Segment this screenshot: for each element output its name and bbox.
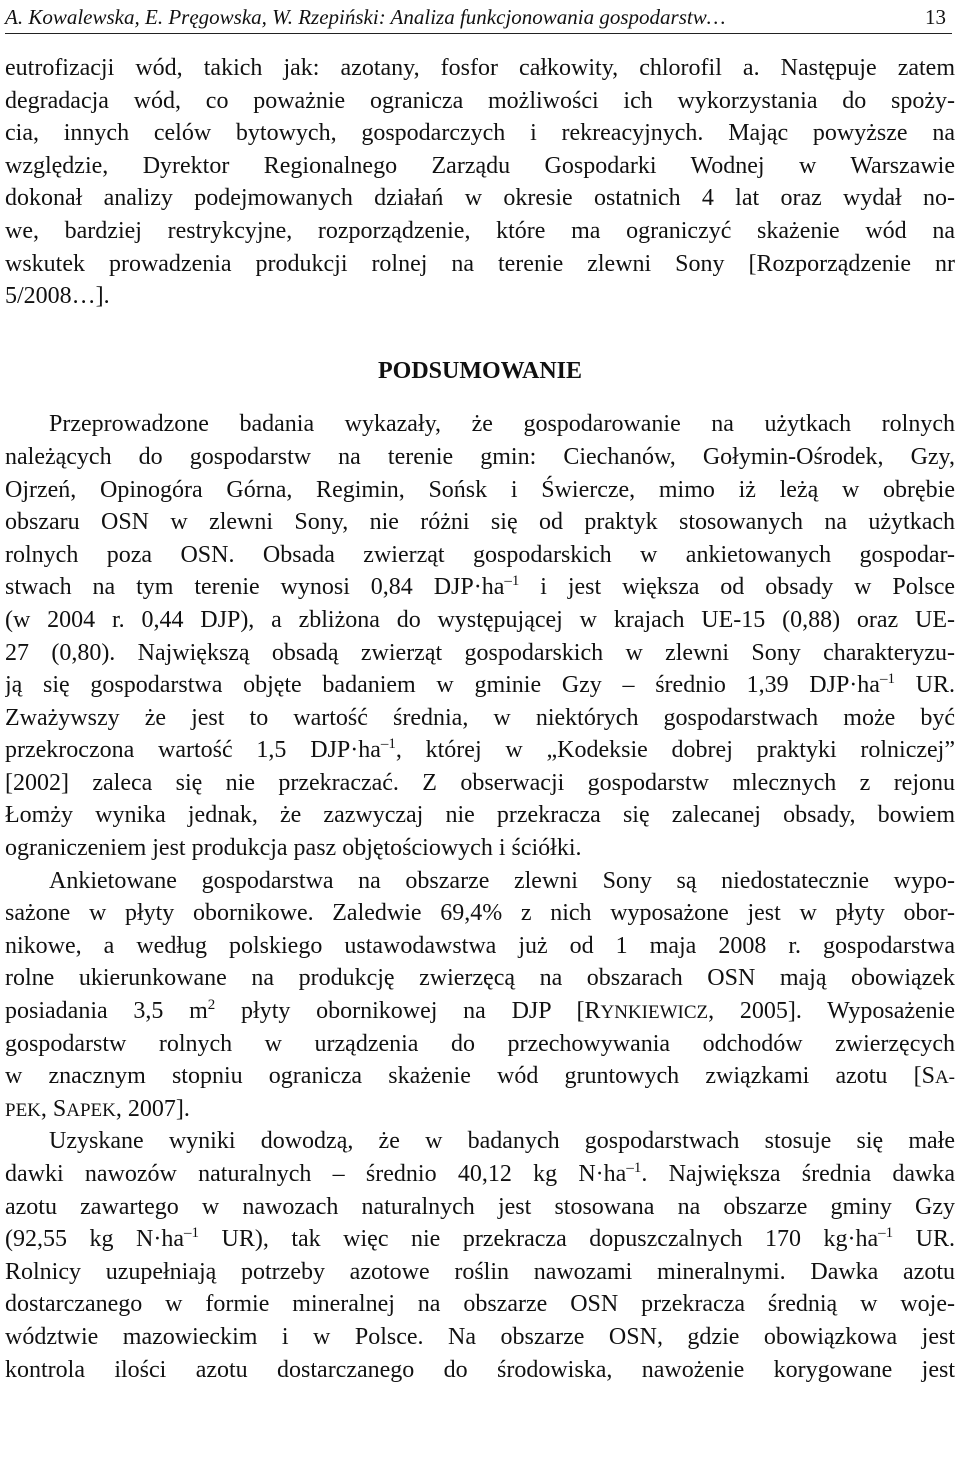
text-line: Zważywszy że jest to wartość średnia, w niektórych gospodarstwach może być (5, 704, 955, 731)
text-run: , 2007]. (115, 1095, 190, 1122)
small-caps-run: PEK (5, 1099, 41, 1121)
text-line (5, 669, 955, 702)
small-caps-run: A- (934, 1067, 955, 1089)
text-line (5, 1060, 955, 1093)
superscript: 2 (207, 997, 216, 1014)
text-run: w znacznym stopniu ogranicza skażenie wód gruntowych związkami azotu [S (5, 1063, 935, 1090)
text-run: (92,55 kg N·ha (5, 1226, 184, 1253)
text-line: dostarczanego w formie mineralnej na obszarze OSN przekracza średnią w woje- (5, 1291, 955, 1318)
text-line: degradacja wód, co poważnie ogranicza możliwości ich wykorzystania do spoży- (5, 87, 955, 114)
text-run: , S (40, 1095, 67, 1122)
superscript: –1 (504, 573, 520, 590)
text-line: Ojrzeń, Opinogóra Górna, Regimin, Sońsk i Świercze, mimo iż leżą w obrębie (5, 476, 955, 503)
text-line: obszaru OSN w zlewni Sony, nie różni się od praktyk stosowanych na użytkach (5, 509, 955, 536)
text-line: eutrofizacji wód, takich jak: azotany, fosfor całkowity, chlorofil a. Następuje zatem (5, 55, 955, 81)
text-line: 5/2008…]. (5, 283, 110, 310)
superscript: –1 (878, 1225, 894, 1242)
running-header (5, 3, 952, 34)
text-line: Łomży wynika jednak, że zazwyczaj nie przekracza się zalecanej obsady, bowiem (5, 802, 955, 829)
paragraph-summary-1 (5, 408, 955, 864)
text-line: wództwie mazowieckim i w Polsce. Na obszarze OSN, gdzie obowiązkowa jest (5, 1323, 955, 1350)
text-line: rolnych poza OSN. Obsada zwierząt gospodarskich w ankietowanych gospodar- (5, 541, 955, 568)
text-run: i jest większa od obsady w Polsce (519, 574, 955, 601)
section-heading: PODSUMOWANIE (377, 357, 582, 384)
text-line (5, 1223, 955, 1256)
text-line: Rolnicy uzupełniają potrzeby azotowe roślin nawozami mineralnymi. Dawka azotu (5, 1258, 955, 1285)
text-line: (w 2004 r. 0,44 DJP), a zbliżona do występującej w krajach UE-15 (0,88) oraz UE- (5, 606, 955, 633)
text-line: ograniczeniem jest produkcja pasz objętościowych i ściółki. (5, 835, 582, 862)
text-run: przekroczona wartość 1,5 DJP·ha (5, 737, 381, 764)
paragraph-summary-3 (5, 1125, 955, 1386)
text-line: gospodarstw rolnych w urządzenia do przechowywania odchodów zwierzęcych (5, 1030, 955, 1057)
text-line: azotu zawartego w nawozach naturalnych jest stosowana na obszarze gminy Gzy (5, 1193, 955, 1220)
text-run: stwach na tym terenie wynosi 0,84 DJP·ha (5, 574, 505, 601)
page-body (5, 52, 955, 1386)
text-line: cia, innych celów bytowych, gospodarczych i rekreacyjnych. Mając powyższe na (5, 120, 955, 147)
text-line: należących do gospodarstw na terenie gmin: Ciechanów, Gołymin-Ośrodek, Gzy, (5, 443, 955, 470)
text-run: , 2005]. Wyposażenie (708, 998, 955, 1025)
text-run: UR. (894, 672, 955, 699)
text-run: UR), tak więc nie przekracza dopuszczalnych 170 kg·ha (199, 1226, 879, 1253)
text-line: dokonał analizy podejmowanych działań w okresie ostatnich 4 lat oraz wydał no- (5, 185, 955, 212)
text-run: , której w „Kodeksie dobrej praktyki rolniczej” (395, 737, 955, 764)
text-line: rolne ukierunkowane na produkcję zwierzęcą na obszarach OSN mają obowiązek (5, 965, 955, 992)
text-line (5, 995, 955, 1028)
text-run: płyty obornikowej na DJP [R (215, 998, 601, 1025)
text-line: względzie, Dyrektor Regionalnego Zarządu Gospodarki Wodnej w Warszawie (5, 152, 955, 179)
text-run: ją się gospodarstwa objęte badaniem w gminie Gzy – średnio 1,39 DJP·ha (5, 672, 880, 699)
text-line: wskutek prowadzenia produkcji rolnej na terenie zlewni Sony [Rozporządzenie nr (5, 250, 955, 277)
small-caps-run: APEK (66, 1099, 116, 1121)
text-run: dawki nawozów naturalnych – średnio 40,12 kg N·ha (5, 1161, 627, 1187)
text-line (5, 1093, 955, 1126)
superscript: –1 (184, 1225, 199, 1242)
text-line: we, bardziej restrykcyjne, rozporządzenie, które ma ograniczyć skażenie wód na (5, 217, 955, 244)
paragraph-intro-continuation (5, 52, 955, 313)
text-line: Uzyskane wyniki dowodzą, że w badanych gospodarstwach stosuje się małe (49, 1128, 955, 1155)
text-line (5, 734, 955, 767)
text-line: sażone w płyty obornikowe. Zaledwie 69,4% z nich wyposażone jest w płyty obor- (5, 900, 955, 927)
text-line (5, 1158, 955, 1191)
text-line: kontrola ilości azotu dostarczanego do środowiska, nawożenie korygowane jest (5, 1356, 955, 1383)
text-line: [2002] zaleca się nie przekraczać. Z obserwacji gospodarstw mlecznych z rejonu (5, 769, 955, 796)
text-line: 27 (0,80). Największą obsadą zwierząt gospodarskich w zlewni Sony charakteryzu- (5, 639, 955, 666)
page-number: 13 (925, 5, 946, 29)
text-line: Przeprowadzone badania wykazały, że gospodarowanie na użytkach rolnych (49, 411, 955, 438)
text-line: nikowe, a według polskiego ustawodawstwa już od 1 maja 2008 r. gospodarstwa (5, 932, 955, 959)
text-run: posiadania 3,5 m (5, 998, 208, 1025)
text-run: . Największa średnia dawka (641, 1161, 955, 1187)
small-caps-run: YNKIEWICZ (600, 1002, 709, 1024)
text-line: Ankietowane gospodarstwa na obszarze zlewni Sony są niedostatecznie wypo- (49, 867, 955, 894)
text-run: UR. (893, 1226, 955, 1253)
running-title: A. Kowalewska, E. Pręgowska, W. Rzepiński: Analiza funkcjonowania gospodarstw… (5, 5, 726, 29)
superscript: –1 (879, 671, 895, 688)
paragraph-summary-2 (5, 865, 955, 1126)
text-line (5, 571, 955, 604)
superscript: –1 (380, 736, 396, 753)
superscript: –1 (626, 1160, 642, 1176)
